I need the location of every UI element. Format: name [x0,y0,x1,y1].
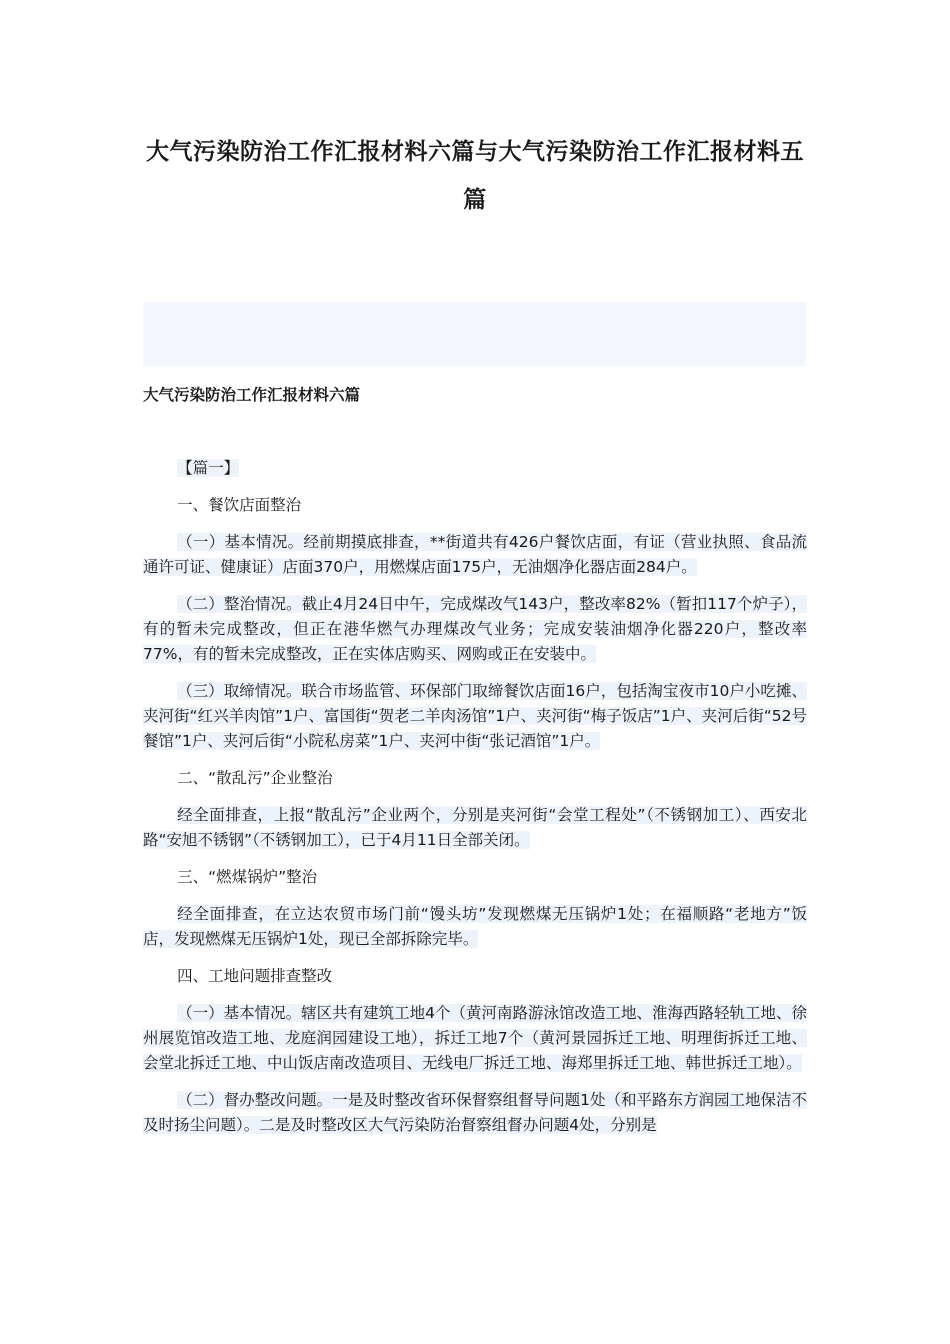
paragraph-text: 经全面排查，上报“散乱污”企业两个，分别是夹河街“会堂工程处”（不锈钢加工）、西安北路“安旭不锈钢”（不锈钢加工），已于4月11日全部关闭。 [143,806,807,849]
paragraph-text: （一）基本情况。经前期摸底排查，**街道共有426户餐饮店面，有证（营业执照、食品流通许可证、健康证）店面370户，用燃煤店面175户，无油烟净化器店面284户。 [143,533,807,576]
paragraph [143,865,807,890]
paragraph-text: 【篇一】 [177,459,240,477]
paragraph-text: （二）整治情况。截止4月24日中午，完成煤改气143户，整改率82%（暂扣117个炉子），有的暂未完成整改，但正在港华燃气办理煤改气业务；完成安装油烟净化器220户，整改率77%，有的暂未完成整改，正在实体店购买、网购或正在安装中。 [143,595,807,663]
paragraph [143,493,807,518]
paragraph-text: 一、餐饮店面整治 [177,496,302,514]
paragraph [143,803,807,853]
paragraph-text: （一）基本情况。辖区共有建筑工地4个（黄河南路游泳馆改造工地、淮海西路轻轨工地、徐州展览馆改造工地、龙庭润园建设工地），拆迁工地7个（黄河景园拆迁工地、明理街拆迁工地、会堂北拆迁工地、中山饭店南改造项目、无线电厂拆迁工地、海郑里拆迁工地、韩世拆迁工地）。 [143,1004,807,1072]
paragraph [143,1088,807,1138]
paragraph [143,530,807,580]
document-body [143,456,807,1150]
paragraph [143,902,807,952]
paragraph-text: 四、工地问题排查整改 [177,967,333,985]
paragraph-text: 经全面排查，在立达农贸市场门前“馒头坊”发现燃煤无压锅炉1处；在福顺路“老地方”饭店，发现燃煤无压锅炉1处，现已全部拆除完毕。 [143,905,807,948]
paragraph-text: （二）督办整改问题。一是及时整改省环保督察组督导问题1处（和平路东方润园工地保洁不及时扬尘问题）。二是及时整改区大气污染防治督察组督办问题4处，分别是 [143,1091,807,1134]
section-heading: 大气污染防治工作汇报材料六篇 [143,386,361,404]
paragraph [143,679,807,754]
paragraph-text: 三、“燃煤锅炉”整治 [177,868,318,886]
paragraph-text: （三）取缔情况。联合市场监管、环保部门取缔餐饮店面16户，包括淘宝夜市10户小吃摊、夹河街“红兴羊肉馆”1户、富国街“贺老二羊肉汤馆”1户、夹河街“梅子饭店”1户、夹河后街“52号餐馆”1户、夹河后街“小院私房菜”1户、夹河中街“张记酒馆”1户。 [143,682,807,750]
document-title: 大气污染防治工作汇报材料六篇与大气污染防治工作汇报材料五篇 [146,139,804,213]
paragraph [143,766,807,791]
banner-placeholder [143,302,806,366]
paragraph-text: 二、“散乱污”企业整治 [177,769,333,787]
paragraph [143,592,807,667]
paragraph [143,456,807,481]
paragraph [143,964,807,989]
paragraph [143,1001,807,1076]
